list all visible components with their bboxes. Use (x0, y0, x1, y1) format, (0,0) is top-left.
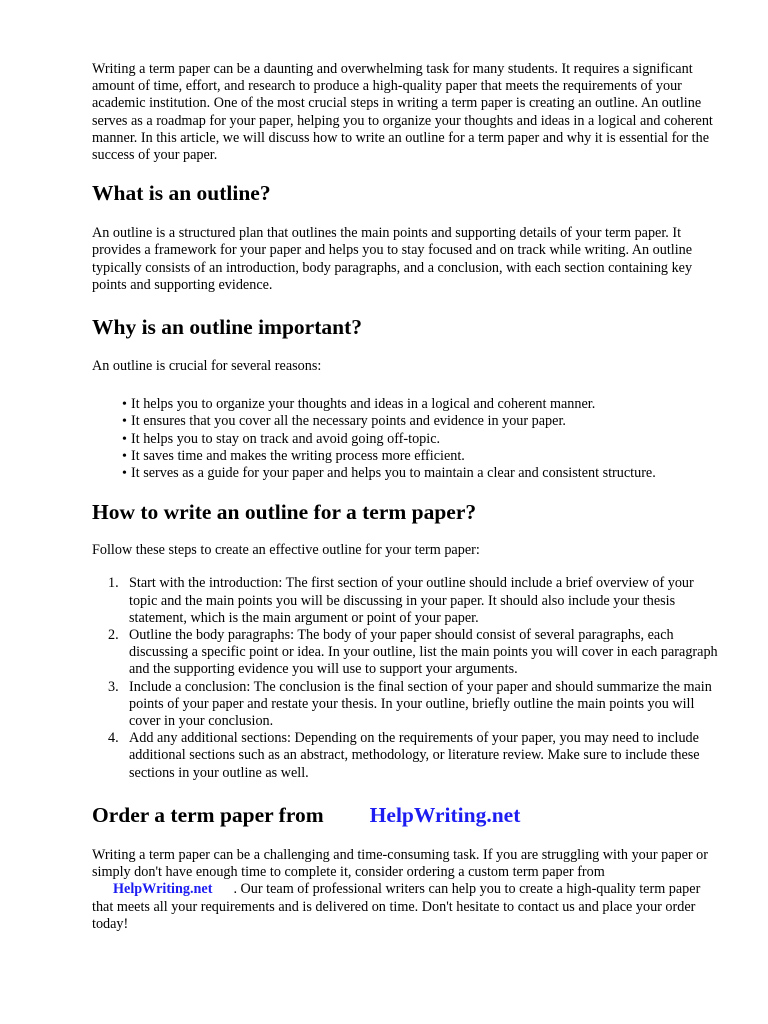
document-page (92, 61, 722, 933)
list-item (122, 465, 722, 482)
what-paragraph: An outline is a structured plan that outlines the main points and supporting details of your term paper. It provides a framework for your paper and helps you to stay focused and on track while writing. An outline typically consists of an introduction, body paragraphs, and a conclusion, with each section containing key points and supporting evidence. (92, 225, 693, 293)
helpwriting-heading-link[interactable]: HelpWriting.net (369, 802, 521, 827)
list-item (92, 730, 722, 782)
list-item (122, 448, 722, 465)
heading-why-important: Why is an outline important? (92, 315, 362, 340)
step-text: Add any additional sections: Depending on the requirements of your paper, you may need to include additional sections such as an abstract, methodology, or literature review. Make sure to include these sections in your outline as well. (129, 730, 700, 781)
order-paragraph (92, 847, 722, 933)
step-number: 2. (108, 627, 119, 644)
list-item-text: It saves time and makes the writing process more efficient. (131, 447, 465, 464)
step-text: Include a conclusion: The conclusion is the final section of your paper and should summarize the main points of your paper and restate your thesis. In your outline, briefly outline the main points you will cover in your conclusion. (129, 678, 712, 730)
why-lead-paragraph: An outline is crucial for several reasons: (92, 358, 322, 375)
heading-order (92, 802, 722, 828)
step-number: 4. (108, 730, 119, 747)
bullet-icon: • (122, 414, 127, 430)
how-lead-paragraph: Follow these steps to create an effective outline for your term paper: (92, 542, 480, 559)
step-text: Outline the body paragraphs: The body of your paper should consist of several paragraphs, each discussing a specific point or idea. In your outline, list the main points you will cover in each paragraph and the supporting evidence you will use to support your arguments. (129, 627, 718, 678)
step-text: Start with the introduction: The first section of your outline should include a brief overview of your topic and the main points you will be discussing in your paper. It should also include your thesis statement, which is the main argument or point of your paper. (129, 575, 694, 626)
list-item (92, 679, 722, 731)
helpwriting-inline-link[interactable]: HelpWriting.net (113, 881, 213, 898)
bullet-icon: • (122, 466, 127, 482)
list-item (122, 413, 722, 430)
heading-how-to-write: How to write an outline for a term paper? (92, 500, 477, 525)
order-text-after: . Our team of professional writers can help you to create a high-quality term paper that meets all your requirements and is delivered on time. Don't hesitate to contact us and place your order today! (92, 881, 701, 932)
list-item (92, 575, 722, 627)
list-item-text: It serves as a guide for your paper and helps you to maintain a clear and consistent structure. (131, 465, 656, 482)
order-text-before: Writing a term paper can be a challenging and time-consuming task. If you are struggling with your paper or simply don't have enough time to complete it, consider ordering a custom term paper from (92, 846, 708, 881)
list-item-text: It helps you to organize your thoughts and ideas in a logical and coherent manner. (131, 396, 596, 413)
step-number: 3. (108, 678, 119, 695)
bullet-icon: • (122, 448, 127, 464)
bullet-icon: • (122, 397, 127, 413)
list-item (122, 431, 722, 448)
reasons-list (92, 396, 722, 482)
step-number: 1. (108, 575, 119, 592)
list-item-text: It helps you to stay on track and avoid going off-topic. (131, 430, 441, 447)
steps-list (92, 575, 722, 781)
heading-what-is-outline: What is an outline? (92, 181, 271, 206)
heading-order-text: Order a term paper from (92, 802, 324, 827)
intro-paragraph: Writing a term paper can be a daunting and overwhelming task for many students. It requires a significant amount of time, effort, and research to produce a high-quality paper that meets the requirements of your academic institution. One of the most crucial steps in writing a term paper is creating an outline. An outline serves as a roadmap for your paper, helping you to organize your thoughts and ideas in a logical and coherent manner. In this article, we will discuss how to write an outline for a term paper and why it is essential for the success of your paper. (92, 61, 713, 164)
bullet-icon: • (122, 431, 127, 447)
list-item (122, 396, 722, 413)
list-item (92, 627, 722, 679)
list-item-text: It ensures that you cover all the necessary points and evidence in your paper. (131, 413, 566, 430)
